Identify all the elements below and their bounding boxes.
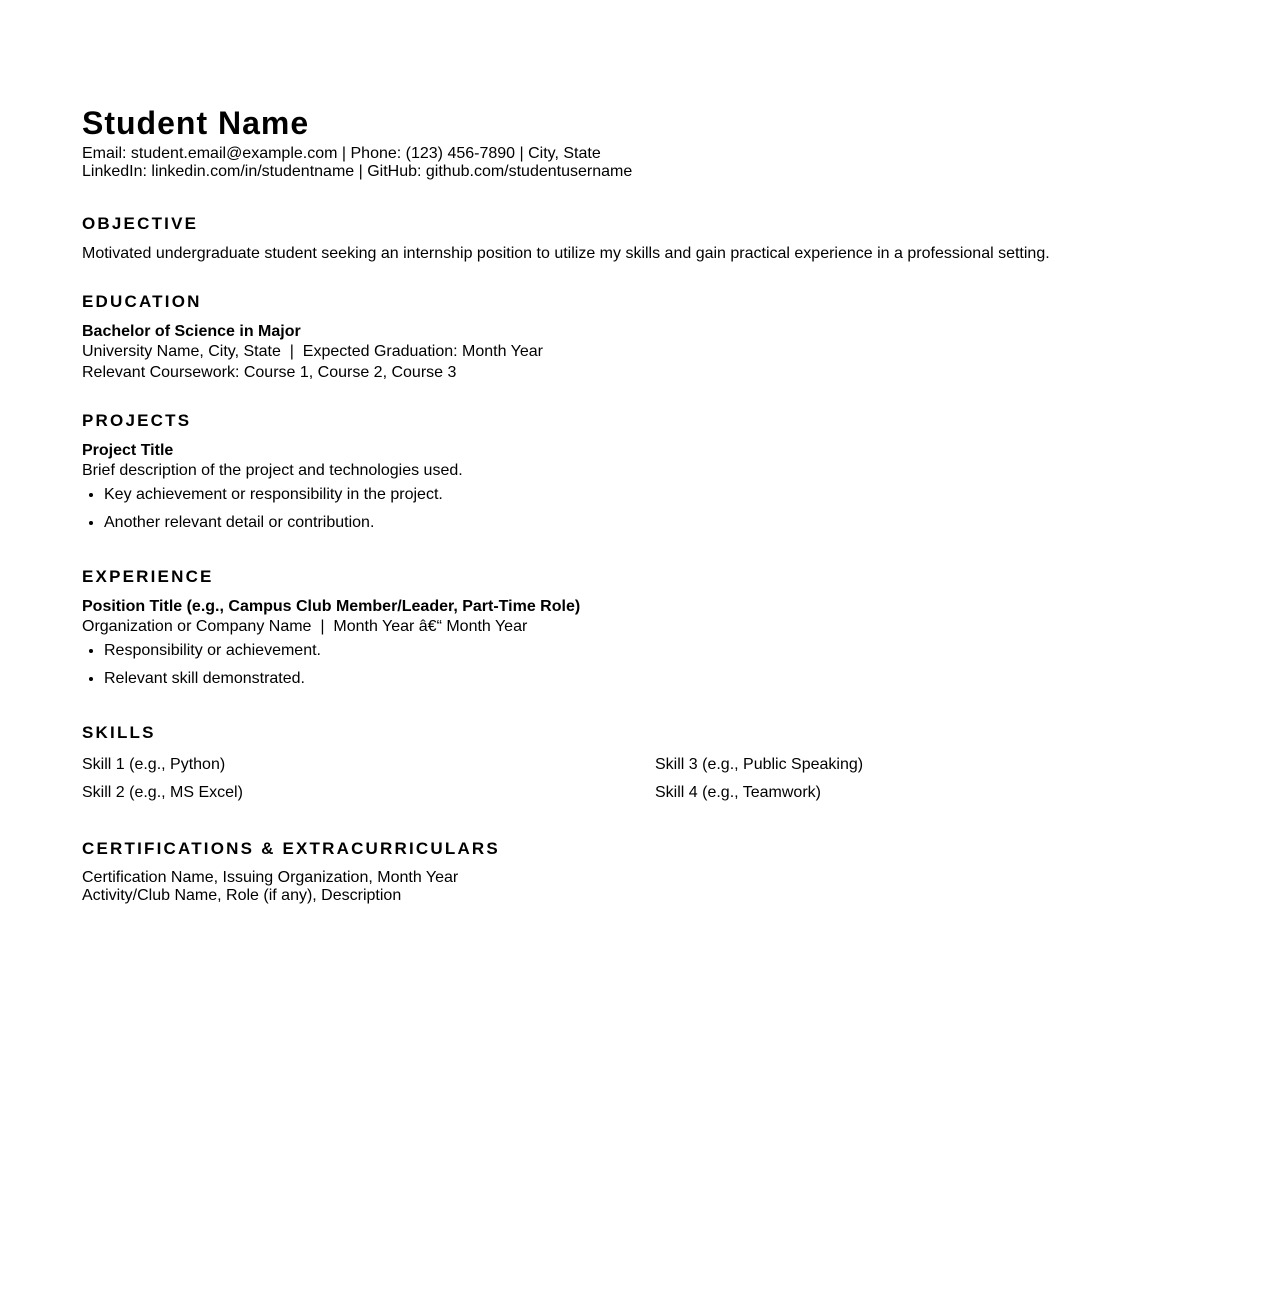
- certifications-list: [82, 869, 1228, 905]
- experience-bullet: • Responsibility or achievement.: [104, 641, 1228, 661]
- objective-text: Motivated undergraduate student seeking an internship position to utilize my skills and gain practical experience in a professional setting.: [82, 245, 1050, 262]
- resume-page: [82, 104, 1228, 181]
- section-title-skills: SKILLS: [82, 723, 156, 742]
- section-title-certifications: CERTIFICATIONS & EXTRACURRICULARS: [82, 839, 500, 858]
- contact-line-email-phone: Email: student.email@example.com | Phone: (123) 456-7890 | City, State: [82, 145, 601, 162]
- contact-info: [82, 145, 1228, 181]
- section-title-education: EDUCATION: [82, 292, 202, 311]
- organization-line: Organization or Company Name | Month Year â€“ Month Year: [82, 618, 528, 635]
- experience-section: [82, 567, 1228, 697]
- project-bullet: • Another relevant detail or contribution.: [104, 513, 1228, 533]
- skill-item: Skill 1 (e.g., Python): [82, 756, 226, 773]
- education-section: [82, 292, 1228, 383]
- skill-item: Skill 2 (e.g., MS Excel): [82, 784, 243, 801]
- activity-line: Activity/Club Name, Role (if any), Description: [82, 887, 402, 904]
- project-bullets: [82, 485, 1228, 533]
- skill-item: Skill 3 (e.g., Public Speaking): [655, 756, 864, 773]
- section-title-objective: OBJECTIVE: [82, 214, 199, 233]
- degree-title: Bachelor of Science in Major: [82, 323, 301, 340]
- certification-line: Certification Name, Issuing Organization, Month Year: [82, 869, 459, 886]
- project-description: Brief description of the project and technologies used.: [82, 462, 463, 479]
- experience-bullets: [82, 641, 1228, 689]
- coursework-line: Relevant Coursework: Course 1, Course 2, Course 3: [82, 364, 457, 381]
- school-line: University Name, City, State | Expected Graduation: Month Year: [82, 343, 543, 360]
- experience-bullet: • Relevant skill demonstrated.: [104, 669, 1228, 689]
- contact-line-links: LinkedIn: linkedin.com/in/studentname | GitHub: github.com/studentusername: [82, 163, 633, 180]
- certifications-section: [82, 839, 1228, 905]
- section-title-experience: EXPERIENCE: [82, 567, 214, 586]
- student-name: Student Name: [82, 105, 310, 141]
- project-title: Project Title: [82, 442, 174, 459]
- position-title: Position Title (e.g., Campus Club Member/Leader, Part-Time Role): [82, 598, 581, 615]
- skills-section: [82, 723, 1228, 803]
- objective-section: [82, 214, 1228, 264]
- projects-section: [82, 411, 1228, 541]
- skill-item: Skill 4 (e.g., Teamwork): [655, 784, 821, 801]
- skills-grid: [82, 755, 1228, 803]
- section-title-projects: PROJECTS: [82, 411, 192, 430]
- project-bullet: • Key achievement or responsibility in the project.: [104, 485, 1228, 505]
